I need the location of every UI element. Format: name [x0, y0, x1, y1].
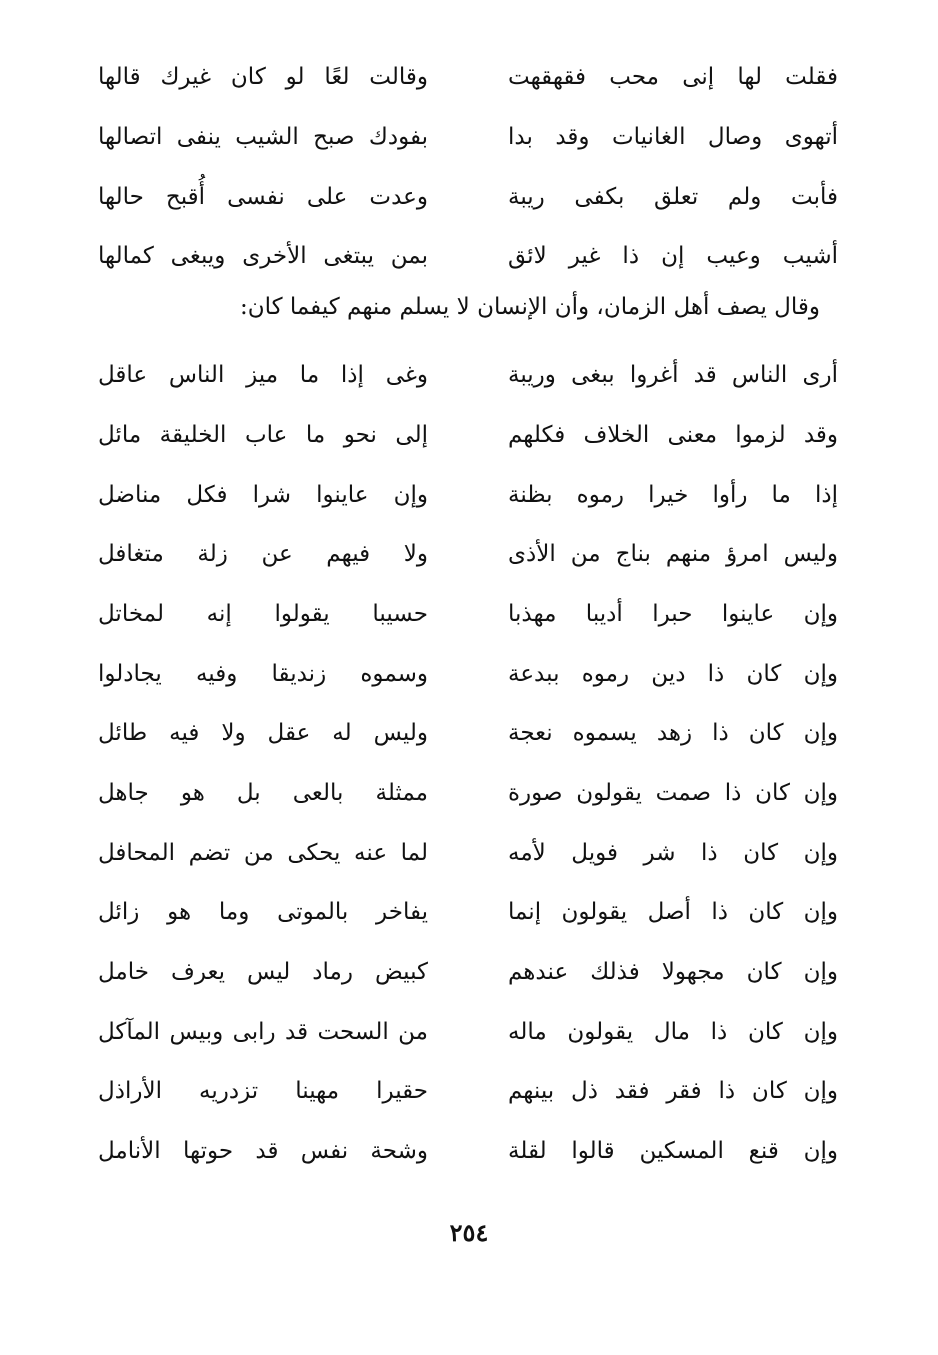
verse-second-hemistich: يفاخر بالموتى وما هو زائل: [98, 899, 428, 926]
verse-second-hemistich: وليس له عقل ولا فيه طائل: [98, 720, 428, 747]
verse-line: [98, 167, 838, 227]
verse-line: [98, 1062, 838, 1122]
verse-second-hemistich: ولا فيهم عن زلة متغافل: [98, 541, 428, 568]
poem-stanza-1: [98, 48, 838, 287]
verse-second-hemistich: كبيض رماد ليس يعرف خامل: [98, 959, 428, 986]
verse-second-hemistich: وإن عاينوا شرا فكل مناضل: [98, 481, 428, 508]
verse-first-hemistich: وإن عاينوا حبرا أديبا مهذبا: [508, 600, 838, 627]
verse-first-hemistich: وإن كان ذا شر فويل لأمه: [508, 839, 838, 866]
verse-line: [98, 108, 838, 168]
verse-first-hemistich: إذا ما رأوا خيرا رموه بظنة: [508, 481, 838, 508]
verse-line: [98, 227, 838, 287]
verse-first-hemistich: أتهوى وصال الغانيات وقد بدا: [508, 123, 838, 150]
verse-first-hemistich: وإن كان ذا مال يقولون ماله: [508, 1018, 838, 1045]
verse-second-hemistich: حقيرا مهينا تزدريه الأراذل: [98, 1078, 428, 1105]
verse-second-hemistich: ممثلة بالعى بل هو جاهل: [98, 780, 428, 806]
verse-first-hemistich: وإن كان ذا أصل يقولون إنما: [508, 899, 838, 926]
verse-second-hemistich: من السحت قد رابى وبيس المآكل: [98, 1018, 428, 1045]
verse-line: [98, 465, 838, 525]
verse-first-hemistich: وإن كان مجهولا فذلك عندهم: [508, 959, 838, 986]
verse-line: [98, 644, 838, 704]
verse-line: [98, 1003, 838, 1063]
verse-first-hemistich: وإن كان ذا فقر فقد ذل بينهم: [508, 1078, 838, 1105]
verse-first-hemistich: وإن كان ذا زهد يسموه نعجة: [508, 720, 838, 747]
verse-line: [98, 883, 838, 943]
verse-line: [98, 824, 838, 884]
verse-second-hemistich: بمن يبتغى الأخرى ويبغى كمالها: [98, 243, 428, 270]
verse-line: [98, 704, 838, 764]
verse-first-hemistich: وإن كان ذا صمت يقولون صورة: [508, 780, 838, 806]
verse-first-hemistich: وقد لزموا معنى الخلاف فكلهم: [508, 421, 838, 448]
verse-first-hemistich: وإن كان ذا دين رموه ببدعة: [508, 660, 838, 687]
verse-line: [98, 346, 838, 406]
verse-second-hemistich: وسموه زنديقا وفيه يجادلوا: [98, 660, 428, 687]
verse-second-hemistich: وقالت لعًا لو كان غيرك قالها: [98, 64, 428, 91]
verse-line: [98, 1122, 838, 1182]
verse-second-hemistich: وشحة نفس قد حوتها الأنامل: [98, 1138, 428, 1165]
verse-line: [98, 585, 838, 645]
verse-first-hemistich: وليس امرؤ منهم بناج من الأذى: [508, 541, 838, 568]
verse-line: [98, 943, 838, 1003]
verse-second-hemistich: بفودك صبح الشيب ينفى اتصالها: [98, 123, 428, 150]
verse-first-hemistich: وإن قنع المسكين قالوا لقلة: [508, 1138, 838, 1165]
verse-line: [98, 764, 838, 824]
verse-second-hemistich: حسيبا يقولوا إنه لمخاتل: [98, 600, 428, 627]
verse-first-hemistich: فقلت لها إنى محب فقهقهت: [508, 64, 838, 91]
verse-line: [98, 525, 838, 585]
page-number: ٢٥٤: [449, 1218, 489, 1247]
verse-second-hemistich: إلى نحو ما عاب الخليقة مائل: [98, 421, 428, 448]
verse-second-hemistich: وغى إذا ما ميز الناس عاقل: [98, 362, 428, 389]
verse-line: [98, 406, 838, 466]
verse-second-hemistich: لما عنه يحكى من تضم المحافل: [98, 839, 428, 866]
verse-first-hemistich: أرى الناس قد أغروا ببغى وريبة: [508, 362, 838, 389]
verse-first-hemistich: فأبت ولم تعلق بكفى ريبة: [508, 183, 838, 210]
poem-stanza-2: [98, 346, 838, 1182]
verse-line: [98, 48, 838, 108]
verse-first-hemistich: أشيب وعيب إن ذا غير لائق: [508, 243, 838, 270]
verse-second-hemistich: وعدت على نفسى أُقبح حالها: [98, 183, 428, 210]
poem-introduction: وقال يصف أهل الزمان، وأن الإنسان لا يسلم منهم كيفما كان:: [239, 294, 820, 320]
